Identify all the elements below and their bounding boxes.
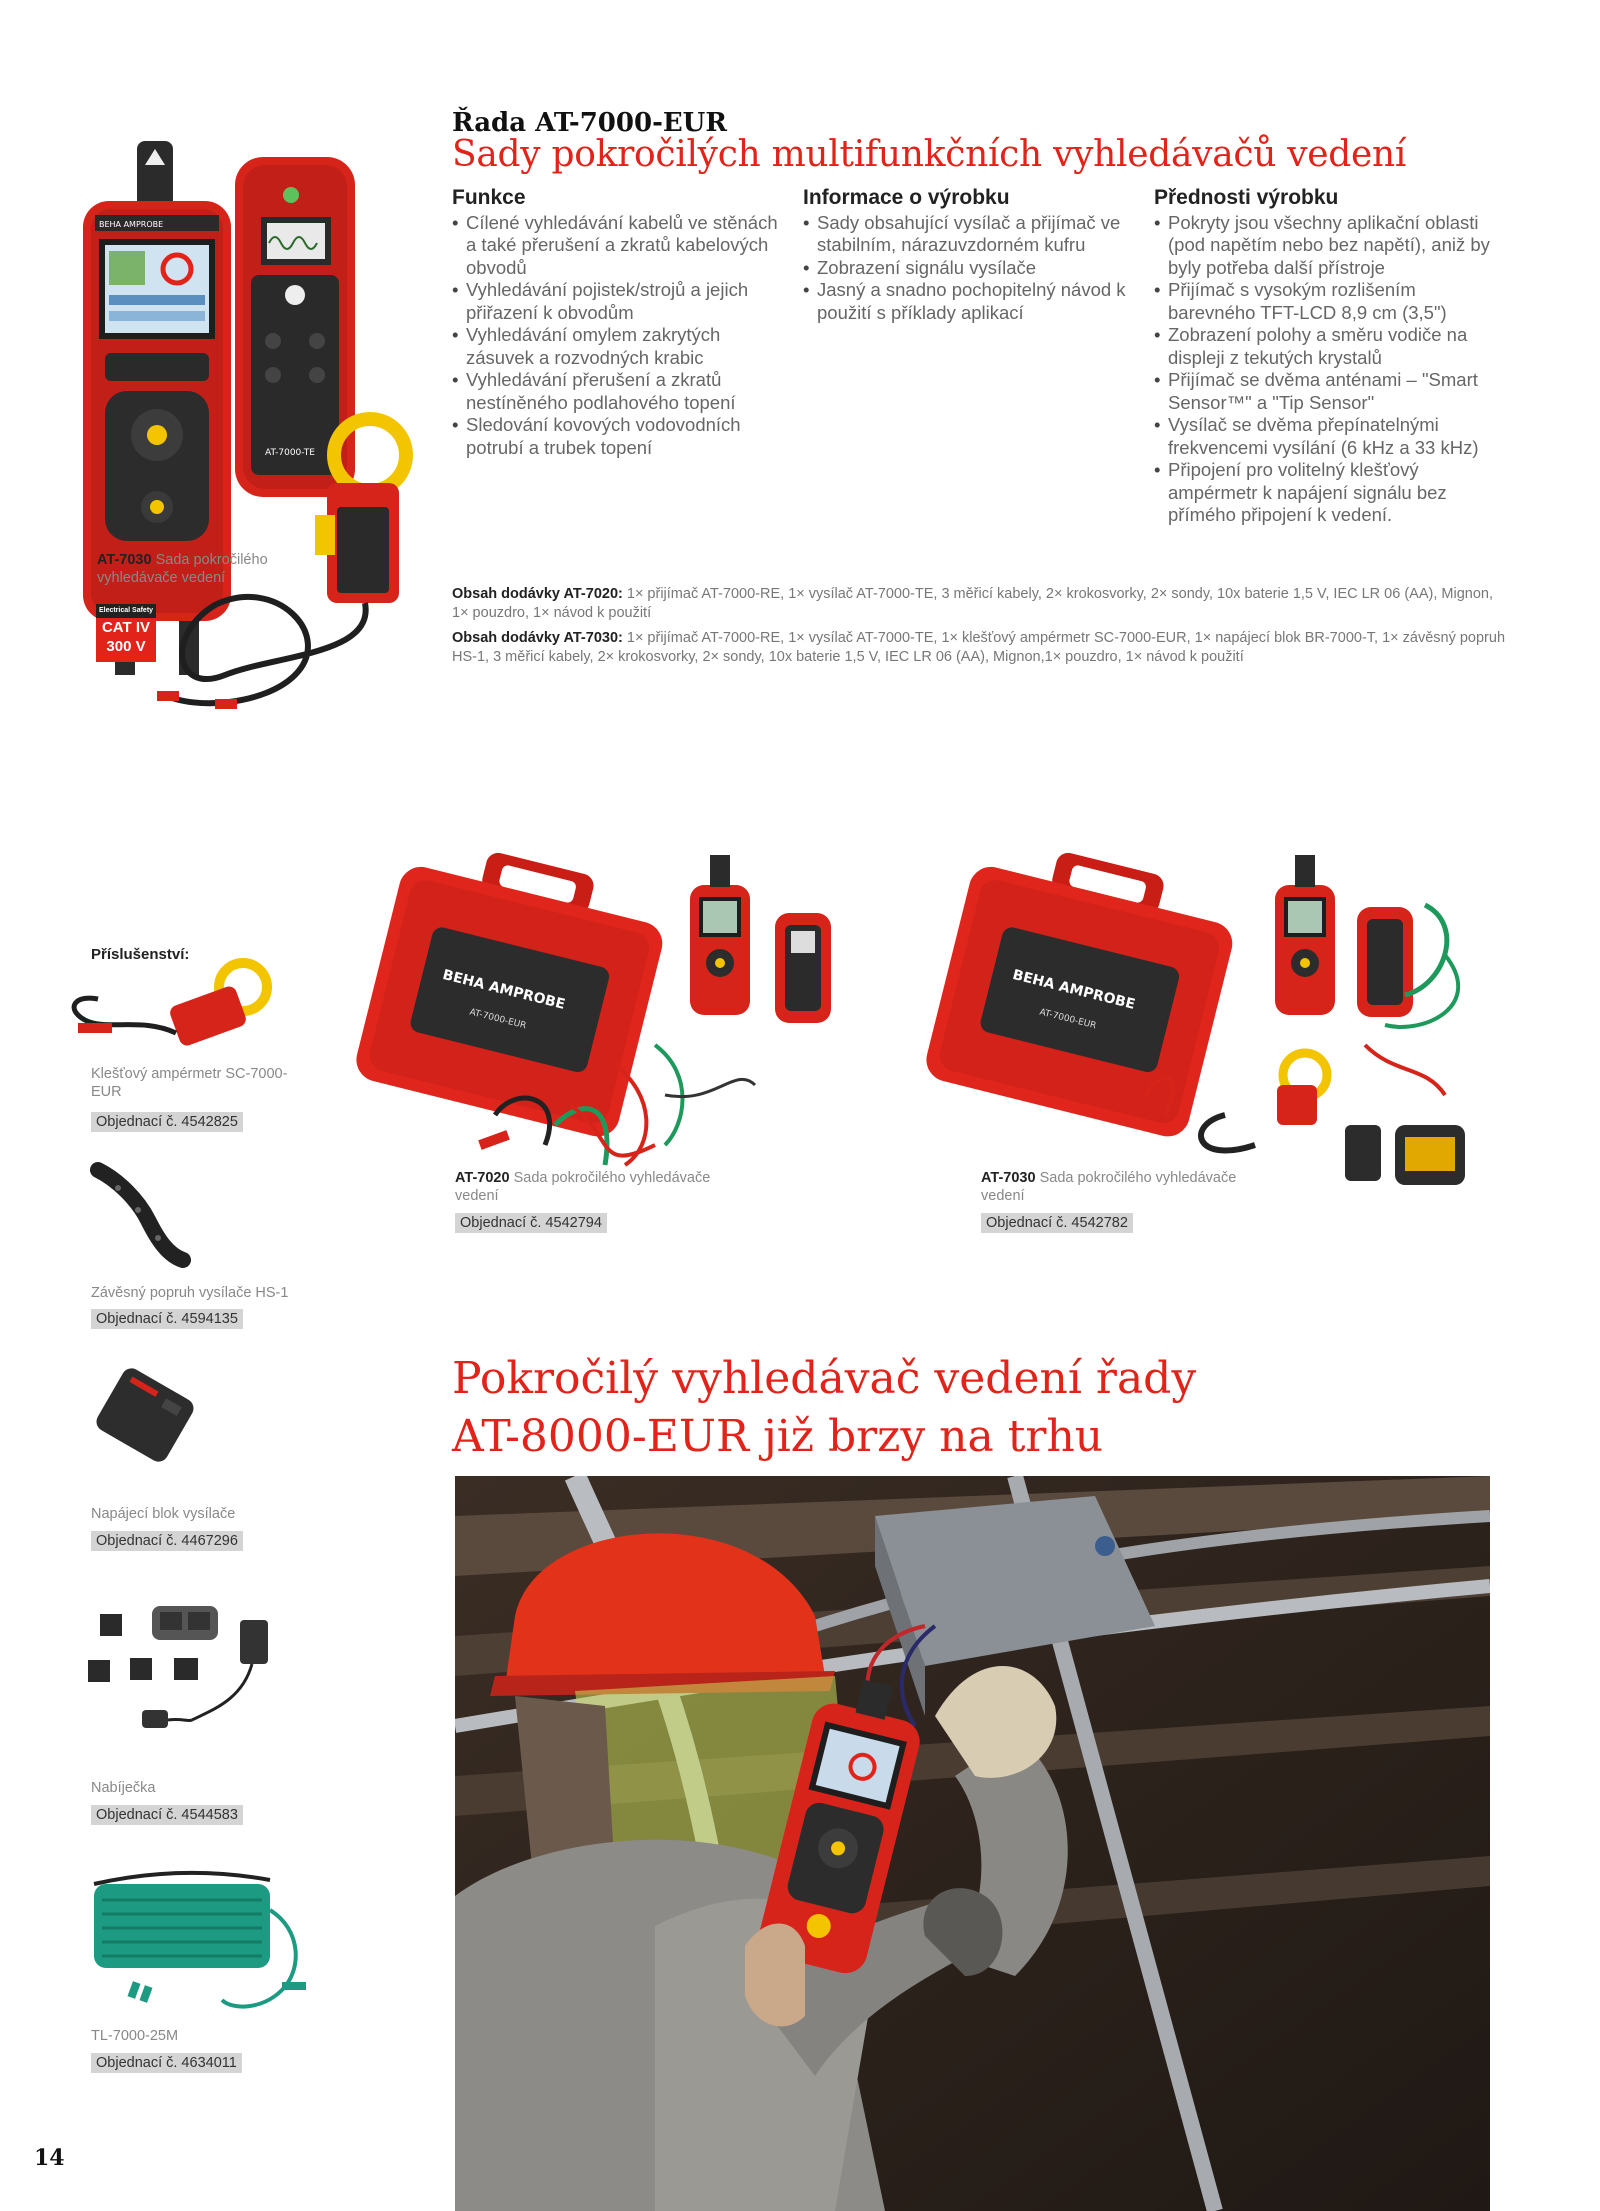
order-number: Objednací č. 4594135 <box>91 1309 243 1329</box>
caption-text: Sada pokročilého vyhledávače vedení <box>97 552 268 586</box>
svg-text:AT-7000-EUR: AT-7000-EUR <box>468 1007 528 1032</box>
accessory-charger-image <box>82 1600 282 1750</box>
accessory-order <box>91 1309 243 1329</box>
feature-list <box>803 212 1143 325</box>
svg-text:AT-7000-TE: AT-7000-TE <box>265 448 315 458</box>
list-item: • Přijímač s vysokým rozlišením barevného TFT-LCD 8,9 cm (3,5") <box>1154 279 1499 324</box>
list-item: • Vyhledávání omylem zakrytých zásuvek a rozvodných krabic <box>452 324 792 369</box>
order-number: Objednací č. 4542825 <box>91 1112 243 1132</box>
list-item: • Pokryty jsou všechny aplikační oblasti (pod napětím nebo bez napětí), aniž by byly potřeba další přístroje <box>1154 212 1499 280</box>
promo-line: Pokročilý vyhledávač vedení řady <box>452 1353 1197 1404</box>
page-title: Sady pokročilých multifunkčních vyhledávačů vedení <box>452 134 1407 175</box>
series-title: Řada AT-7000-EUR <box>452 108 727 138</box>
kit-at7030-image <box>925 845 1485 1205</box>
svg-text:AT-7000-EUR: AT-7000-EUR <box>1038 1007 1098 1032</box>
column-heading: Funkce <box>452 186 526 209</box>
kit-order-at7030 <box>981 1213 1133 1233</box>
column-product-info <box>803 187 1143 324</box>
accessory-name: Závěsný popruh vysílače HS-1 <box>91 1285 289 1301</box>
badge-volt: 300 V <box>106 638 146 655</box>
kit-caption-at7030 <box>981 1169 1281 1205</box>
list-item: • Jasný a snadno pochopitelný návod k použití s příklady aplikací <box>803 279 1143 324</box>
accessory-order <box>91 2053 242 2073</box>
contents-label: Obsah dodávky AT-7020: <box>452 586 623 602</box>
badge-top: Electrical Safety <box>96 604 156 618</box>
accessory-clamp-image <box>58 955 278 1065</box>
contents-label: Obsah dodávky AT-7030: <box>452 630 623 646</box>
model-label: AT-7030 <box>97 552 152 568</box>
accessory-power-block-image <box>85 1360 205 1470</box>
accessory-order <box>91 1112 243 1132</box>
accessory-order <box>91 1531 243 1551</box>
accessory-strap-image <box>88 1160 198 1270</box>
feature-list <box>452 212 792 460</box>
column-heading: Informace o výrobku <box>803 186 1010 209</box>
kit-order-at7020 <box>455 1213 607 1233</box>
list-item: • Přijímač se dvěma anténami – "Smart Sensor™" a "Tip Sensor" <box>1154 369 1499 414</box>
caption-text: Sada pokročilého vyhledávače vedení <box>981 1170 1237 1204</box>
svg-text:BEHA AMPROBE: BEHA AMPROBE <box>1010 967 1137 1013</box>
accessory-name: Napájecí blok vysílače <box>91 1506 236 1522</box>
list-item: • Zobrazení polohy a směru vodiče na displeji z tekutých krystalů <box>1154 324 1499 369</box>
promo-headline <box>452 1350 1196 1466</box>
accessory-order <box>91 1805 243 1825</box>
badge-body <box>96 618 156 662</box>
accessory-cable-reel-image <box>82 1870 312 2020</box>
list-item: • Sady obsahující vysílač a přijímač ve stabilním, nárazuvzdorném kufru <box>803 212 1143 257</box>
list-item: • Vyhledávání pojistek/strojů a jejich přiřazení k obvodům <box>452 279 792 324</box>
hero-caption <box>97 551 327 587</box>
order-number: Objednací č. 4542782 <box>981 1213 1133 1233</box>
list-item: • Vysílač se dvěma přepínatelnými frekvencemi vysílání (6 kHz a 33 kHz) <box>1154 414 1499 459</box>
contents-at7030 <box>452 629 1512 666</box>
worker-photo <box>455 1476 1490 2211</box>
list-item: • Zobrazení signálu vysílače <box>803 257 1143 280</box>
svg-text:BEHA AMPROBE: BEHA AMPROBE <box>99 220 164 229</box>
column-functions <box>452 187 792 459</box>
contents-text: 1× přijímač AT-7000-RE, 1× vysílač AT-7000-TE, 3 měřicí kabely, 2× krokosvorky, 2× sondy, 10x baterie 1,5 V, IEC LR 06 (AA), Mignon, 1× pouzdro, 1× návod k použití <box>452 586 1493 621</box>
promo-line: AT-8000-EUR již brzy na trhu <box>452 1411 1104 1462</box>
svg-text:BEHA AMPROBE: BEHA AMPROBE <box>440 967 567 1013</box>
cat-iv-badge <box>96 604 156 662</box>
column-advantages <box>1154 187 1499 527</box>
list-item: • Sledování kovových vodovodních potrubí a trubek topení <box>452 414 792 459</box>
order-number: Objednací č. 4542794 <box>455 1213 607 1233</box>
caption-text: Sada pokročilého vyhledávače vedení <box>455 1170 711 1204</box>
kit-caption-at7020 <box>455 1169 755 1205</box>
order-number: Objednací č. 4544583 <box>91 1805 243 1825</box>
list-item: • Připojení pro volitelný klešťový ampérmetr k napájení signálu bez přímého připojení k vedení. <box>1154 459 1499 527</box>
badge-cat: CAT IV <box>101 619 151 636</box>
accessory-name: TL-7000-25M <box>91 2028 179 2044</box>
contents-at7020 <box>452 585 1512 622</box>
list-item: • Vyhledávání přerušení a zkratů nestíněného podlahového topení <box>452 369 792 414</box>
model-label: AT-7030 <box>981 1170 1036 1186</box>
accessory-name: Klešťový ampérmetr SC-7000-EUR <box>91 1066 288 1100</box>
accessory-name: Nabíječka <box>91 1780 156 1796</box>
order-number: Objednací č. 4634011 <box>91 2053 242 2073</box>
column-heading: Přednosti výrobku <box>1154 186 1339 209</box>
feature-list <box>1154 212 1499 527</box>
contents-text: 1× přijímač AT-7000-RE, 1× vysílač AT-7000-TE, 1× klešťový ampérmetr SC-7000-EUR, 1× napájecí blok BR-7000-T, 1× závěsný popruh HS-1, 3 měřicí kabely, 2× krokosvorky, 2× sondy, 10x baterie 1,5 V, IEC LR 06 (AA), Mignon,1× pouzdro, 1× návod k použití <box>452 630 1506 665</box>
page-number: 14 <box>34 2145 65 2171</box>
model-label: AT-7020 <box>455 1170 510 1186</box>
order-number: Objednací č. 4467296 <box>91 1531 243 1551</box>
list-item: • Cílené vyhledávání kabelů ve stěnách a také přerušení a zkratů kabelových obvodů <box>452 212 792 280</box>
kit-at7020-image <box>355 845 900 1185</box>
accessories-heading: Příslušenství: <box>91 946 190 963</box>
